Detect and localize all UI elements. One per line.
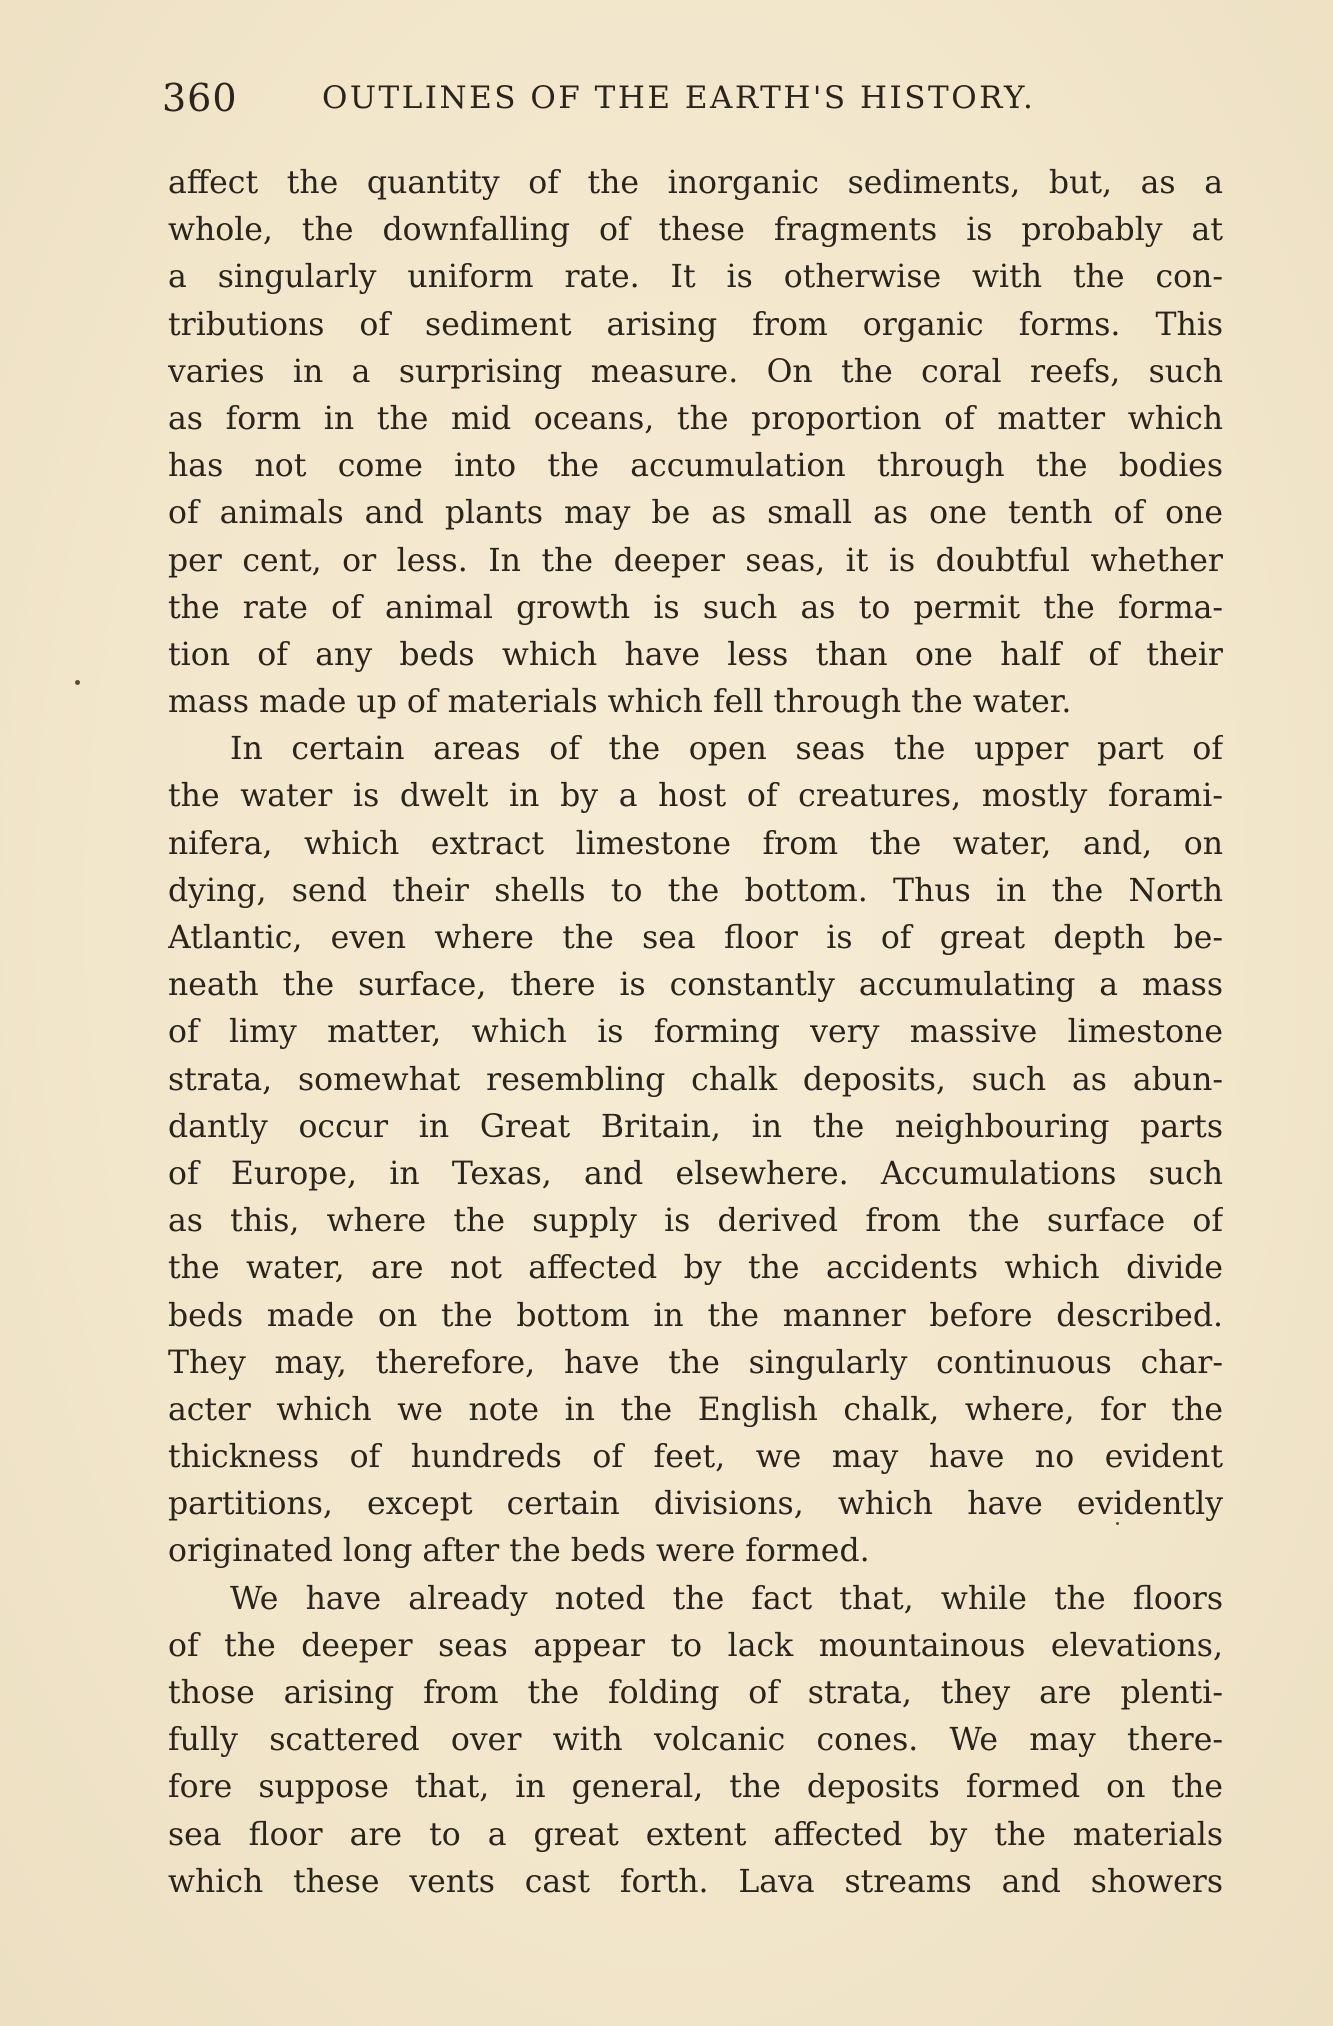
page-header [0, 68, 1333, 128]
text-line: of Europe, in Texas, and elsewhere. Accumulations such [168, 1155, 1223, 1192]
text-line: fully scattered over with volcanic cones. We may there- [168, 1722, 1223, 1759]
text-line: dying, send their shells to the bottom. Thus in the North [168, 872, 1223, 909]
text-line: whole, the downfalling of these fragments is probably at [168, 212, 1223, 249]
text-line: of animals and plants may be as small as one tenth of one [168, 495, 1223, 532]
text-line: the water is dwelt in by a host of creatures, mostly forami- [168, 778, 1223, 815]
ink-speck [75, 680, 80, 685]
running-head: OUTLINES OF THE EARTH'S HISTORY. [322, 80, 1036, 116]
text-line: acter which we note in the English chalk, where, for the [168, 1391, 1223, 1428]
text-line: Atlantic, even where the sea floor is of great depth be- [168, 920, 1223, 956]
text-line: strata, somewhat resembling chalk deposits, such as abun- [168, 1061, 1223, 1098]
text-line: the water, are not affected by the accidents which divide [168, 1250, 1223, 1287]
body-text [168, 160, 1223, 1906]
text-line: of limy matter, which is forming very massive limestone [168, 1014, 1223, 1051]
text-line: which these vents cast forth. Lava streams and showers [168, 1863, 1223, 1900]
text-line: fore suppose that, in general, the deposits formed on the [168, 1769, 1223, 1806]
text-line: partitions, except certain divisions, which have evidently [168, 1486, 1223, 1523]
page-number: 360 [162, 76, 238, 120]
text-line: sea floor are to a great extent affected by the materials [168, 1816, 1223, 1853]
ink-speck [1116, 1522, 1119, 1525]
text-line: They may, therefore, have the singularly continuous char- [168, 1344, 1223, 1381]
text-line: per cent, or less. In the deeper seas, it is doubtful whether [168, 542, 1223, 579]
text-line: tributions of sediment arising from organic forms. This [168, 306, 1223, 343]
text-line: originated long after the beds were formed. [168, 1533, 870, 1570]
text-line: thickness of hundreds of feet, we may have no evident [168, 1439, 1223, 1476]
text-line: as form in the mid oceans, the proportion of matter which [168, 400, 1223, 437]
text-line: has not come into the accumulation through the bodies [168, 448, 1223, 485]
text-line: the rate of animal growth is such as to permit the forma- [168, 589, 1223, 626]
text-line: In certain areas of the open seas the upper part of [230, 731, 1223, 768]
text-line: mass made up of materials which fell through the water. [168, 684, 1072, 721]
text-line: We have already noted the fact that, while the floors [230, 1580, 1223, 1617]
text-line: of the deeper seas appear to lack mountainous elevations, [168, 1627, 1223, 1664]
text-line: tion of any beds which have less than one half of their [168, 636, 1223, 673]
text-line: as this, where the supply is derived from the surface of [168, 1203, 1223, 1240]
text-line: affect the quantity of the inorganic sediments, but, as a [168, 165, 1223, 201]
text-line: a singularly uniform rate. It is otherwise with the con- [168, 259, 1223, 296]
text-line: those arising from the folding of strata, they are plenti- [168, 1675, 1223, 1711]
text-line: beds made on the bottom in the manner before described. [168, 1297, 1223, 1334]
text-line: varies in a surprising measure. On the coral reefs, such [168, 353, 1223, 390]
text-line: dantly occur in Great Britain, in the neighbouring parts [168, 1108, 1223, 1145]
text-line: nifera, which extract limestone from the water, and, on [168, 825, 1223, 862]
text-line: neath the surface, there is constantly accumulating a mass [168, 967, 1223, 1004]
